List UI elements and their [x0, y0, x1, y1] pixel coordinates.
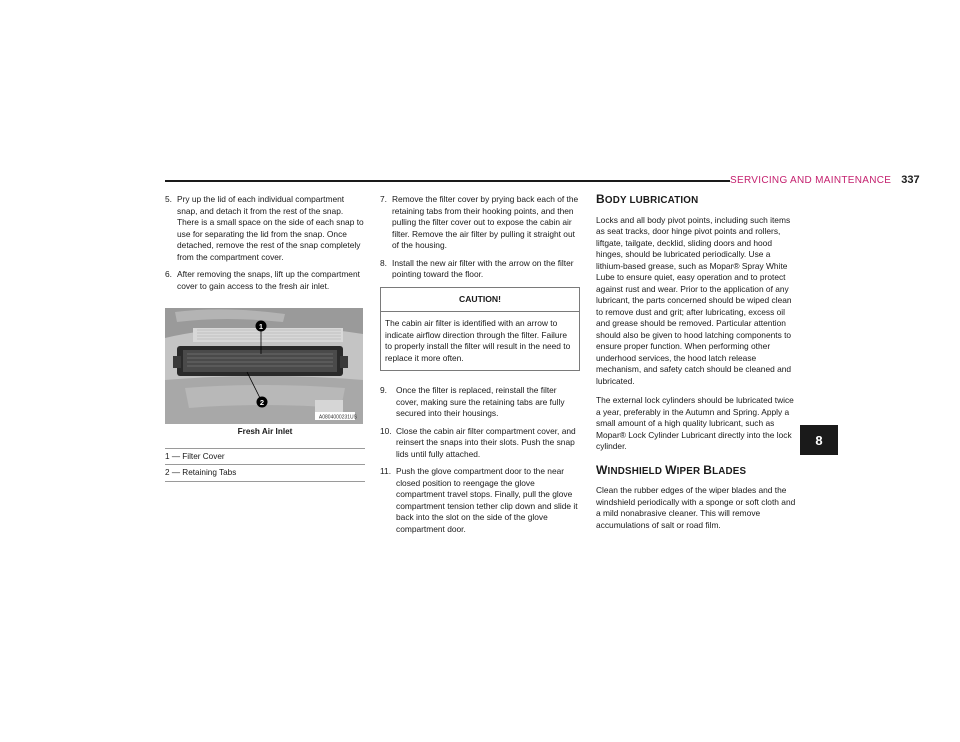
- fresh-air-inlet-figure: [165, 308, 363, 424]
- page-number: 337: [901, 174, 920, 186]
- fresh-air-inlet-illustration: [165, 308, 363, 424]
- wiper-blades-heading: WINDSHIELD WIPER BLADES: [596, 462, 747, 477]
- caution-body: The cabin air filter is identified with an arrow to indicate airflow direction through the filter. Failure to properly install the filter will result in the need to replace it more often.: [385, 318, 571, 363]
- body-lubrication-heading: BODY LUBRICATION: [596, 192, 699, 206]
- figure-caption: Fresh Air Inlet: [237, 427, 293, 436]
- list-item: 10. Close the cabin air filter compartment cover, and reinsert the snaps into their slots. Push the snap lids until fully attached.: [380, 425, 576, 459]
- lock-cylinder-paragraph: The external lock cylinders should be lubricated twice a year, preferably in the Autumn and Spring. Apply a small amount of a high quality lubricant, such as Mopar® Lock Cylinder Lubricant directly into the lock cylinder.: [596, 395, 794, 451]
- callout-2: 2: [259, 398, 265, 407]
- caution-title: CAUTION!: [381, 288, 579, 313]
- header-rule: [165, 180, 730, 182]
- column-left: [165, 194, 365, 482]
- chapter-tab: 8: [800, 425, 838, 455]
- section-title: SERVICING AND MAINTENANCE: [730, 174, 892, 186]
- list-item: 8. Install the new air filter with the arrow on the filter pointing toward the floor.: [380, 257, 574, 279]
- figure-code: A0804000231US: [318, 414, 357, 421]
- legend-item: 1 — Filter Cover: [165, 449, 365, 466]
- column-middle: [380, 194, 580, 541]
- body-lubrication-paragraph: Locks and all body pivot points, including such items as seat tracks, door hinge pivot points and rollers, liftgate, tailgate, decklid, sliding doors and hood hinges, should be lubricated periodically. Use a lithium-based grease, such as Mopar® Spray White Lube to ensure quiet, easy operation and to protect against rust and wear. Prior to the application of any lubricant, the parts concerned should be wiped clean to remove dust and grit; after lubricating, excess oil and grease should be removed. Particular attention should also be given to hood latching components to ensure proper function. When performing other underhood services, the hood latch release mechanism, and safety catch should be cleaned and lubricated.: [596, 214, 792, 386]
- list-item: 9. Once the filter is replaced, reinstall the filter cover, making sure the retaining tabs are fully secured into their housings.: [380, 385, 565, 418]
- page-header: [730, 172, 920, 188]
- steps-5-6: [165, 194, 365, 292]
- steps-9-11: [380, 385, 580, 535]
- wiper-blades-paragraph: Clean the rubber edges of the wiper blades and the windshield periodically with a sponge or soft cloth and a mild nonabrasive cleaner. This will remove accumulations of salt or road film.: [596, 485, 796, 530]
- steps-7-8: [380, 194, 580, 281]
- callout-1: 1: [258, 322, 264, 331]
- figure-legend: [165, 448, 365, 482]
- list-item: 5. Pry up the lid of each individual compartment snap, and detach it from the rest of the snap. There is a small space on the side of each snap to use for separating the lid from the snap. Once detached, remove the rest of the snap completely from the compartment cover.: [165, 194, 364, 262]
- list-item: 11. Push the glove compartment door to the near closed position to reengage the glove compartment travel stops. Finally, pull the glove compartment tension tether clip down and slide it back into the slot on the side of the glove compartment door.: [380, 466, 578, 534]
- list-item: 6. After removing the snaps, lift up the compartment cover to gain access to the fresh air inlet.: [165, 269, 360, 291]
- caution-box: [380, 287, 580, 372]
- column-right: [596, 194, 798, 539]
- list-item: 7. Remove the filter cover by prying back each of the retaining tabs from their hooking points, and then pulling the filter cover out to expose the cabin air filter. Remove the air filter by pulling it straight out of the housing.: [380, 194, 579, 250]
- legend-item: 2 — Retaining Tabs: [165, 465, 365, 482]
